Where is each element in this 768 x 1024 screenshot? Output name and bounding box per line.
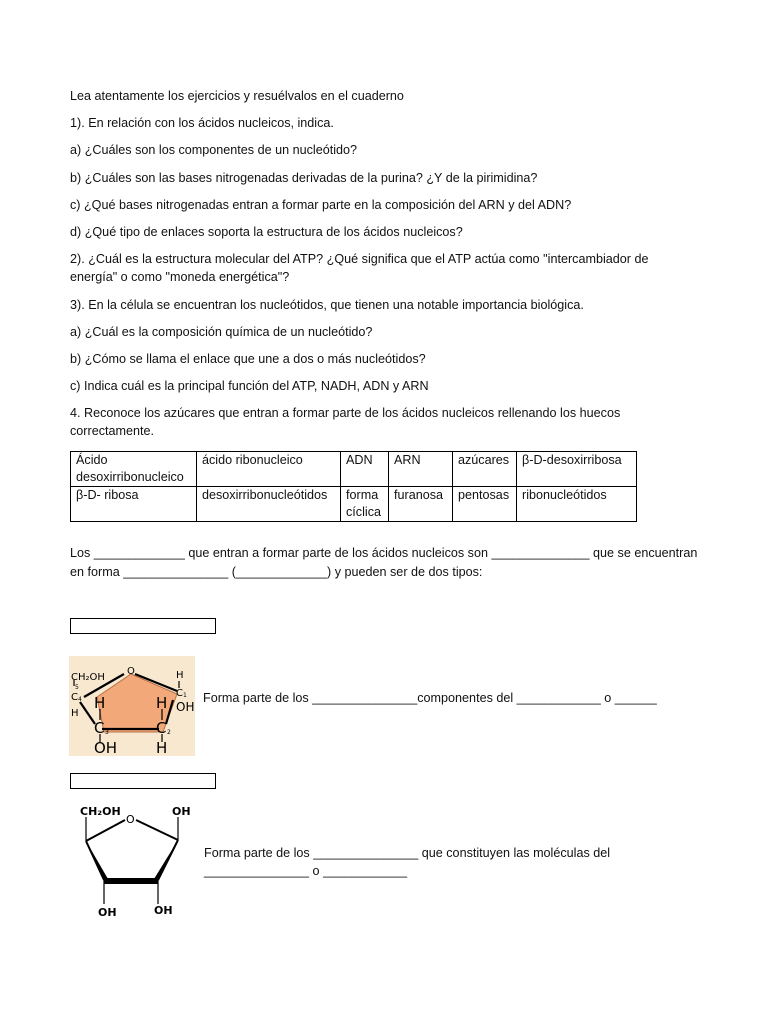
deoxyribose-wedge-bottom xyxy=(104,878,158,884)
table-cell: furanosa xyxy=(389,487,453,522)
question-2-line1: 2). ¿Cuál es la estructura molecular del ATP? ¿Qué significa que el ATP actúa como "intercambiador de xyxy=(70,252,649,266)
table-row xyxy=(71,452,637,487)
question-3b: b) ¿Cómo se llama el enlace que une a dos o más nucleótidos? xyxy=(70,352,426,366)
question-4-line2: correctamente. xyxy=(70,424,154,438)
ribose-c4-subscript: 4 xyxy=(78,696,82,703)
question-4-line1: 4. Reconoce los azúcares que entran a formar parte de los ácidos nucleicos rellenando los huecos xyxy=(70,406,621,420)
ribose-c2-subscript: 2 xyxy=(167,729,171,736)
question-1d: d) ¿Qué tipo de enlaces soporta la estructura de los ácidos nucleicos? xyxy=(70,225,463,239)
ribose-ch2oh-label: CH₂OH xyxy=(71,672,105,683)
question-1a: a) ¿Cuáles son los componentes de un nucleótido? xyxy=(70,143,358,157)
ribose-c5-label: 5 xyxy=(75,684,79,691)
question-3-title: 3). En la célula se encuentran los nucleótidos, que tienen una notable importancia biológica. xyxy=(70,298,584,312)
ribose-c3-label: C xyxy=(94,719,105,737)
question-1-title: 1). En relación con los ácidos nucleicos, indica. xyxy=(70,116,334,130)
deoxyribose-name-answer-box[interactable] xyxy=(70,773,216,789)
table-cell: forma cíclica xyxy=(341,487,389,522)
table-cell: ácido ribonucleico xyxy=(197,452,341,487)
table-row xyxy=(71,487,637,522)
table-cell: ribonucleótidos xyxy=(517,487,637,522)
ribose-bottom-oh-label: OH xyxy=(94,739,118,756)
fill-in-line2: en forma _______________ (_____________) y pueden ser de dos tipos: xyxy=(70,565,483,579)
deoxyribose-right-oh-label: OH xyxy=(172,805,191,818)
ribose-caption: Forma parte de los _______________componentes del ____________ o ______ xyxy=(203,691,657,705)
ribose-c4-label: C xyxy=(71,692,78,703)
deoxyribose-wedge-left xyxy=(86,841,108,880)
ribose-name-answer-box[interactable] xyxy=(70,618,216,634)
deoxyribose-ring-bonds xyxy=(86,820,178,880)
ribose-left-h-label: H xyxy=(71,708,79,719)
deoxyribose-substituent-bonds xyxy=(86,817,178,904)
word-bank-table xyxy=(70,451,637,522)
ribose-c1-label: C xyxy=(176,688,183,699)
ribose-c1-subscript: 1 xyxy=(183,692,187,699)
deoxyribose-caption-line2: _______________ o ____________ xyxy=(204,864,408,878)
question-1c: c) ¿Qué bases nitrogenadas entran a formar parte en la composición del ARN y del ADN? xyxy=(70,198,572,212)
ribose-right-oh-label: OH xyxy=(176,700,195,714)
fill-in-line1: Los _____________ que entran a formar parte de los ácidos nucleicos son ______________ que se encuentran xyxy=(70,546,698,560)
ribose-oxygen-label: O xyxy=(127,666,135,677)
deoxyribose-bottom-right-oh-label: OH xyxy=(154,904,173,917)
ribose-c3-subscript: 3 xyxy=(105,729,109,736)
deoxyribose-structure-figure xyxy=(72,800,198,926)
question-2-line2: energía" o como "moneda energética"? xyxy=(70,270,290,284)
ribose-inner-left-h-label: H xyxy=(94,694,106,712)
ribose-structure-figure xyxy=(69,656,195,756)
table-cell: β-D- ribosa xyxy=(71,487,197,522)
table-cell: azúcares xyxy=(453,452,517,487)
table-cell: ADN xyxy=(341,452,389,487)
ribose-inner-right-h-label: H xyxy=(156,694,168,712)
table-cell: pentosas xyxy=(453,487,517,522)
question-1b: b) ¿Cuáles son las bases nitrogenadas derivadas de la purina? ¿Y de la pirimidina? xyxy=(70,171,538,185)
table-cell: Ácido desoxirribonucleico xyxy=(71,452,197,487)
ribose-top-h-label: H xyxy=(176,670,184,681)
table-cell: β-D-desoxirribosa xyxy=(517,452,637,487)
question-3a: a) ¿Cuál es la composición química de un nucleótido? xyxy=(70,325,373,339)
question-3c: c) Indica cuál es la principal función del ATP, NADH, ADN y ARN xyxy=(70,379,429,393)
table-cell: desoxirribonucleótidos xyxy=(197,487,341,522)
ribose-bottom-h-label: H xyxy=(156,739,168,756)
deoxyribose-bottom-left-oh-label: OH xyxy=(98,906,117,919)
deoxyribose-ch2oh-label: CH₂OH xyxy=(80,805,121,818)
deoxyribose-oxygen-label: O xyxy=(126,813,135,826)
intro-text: Lea atentamente los ejercicios y resuélvalos en el cuaderno xyxy=(70,89,404,103)
deoxyribose-wedge-right xyxy=(154,840,178,880)
table-cell: ARN xyxy=(389,452,453,487)
deoxyribose-caption-line1: Forma parte de los _______________ que constituyen las moléculas del xyxy=(204,846,611,860)
ribose-c2-label: C xyxy=(156,719,167,737)
